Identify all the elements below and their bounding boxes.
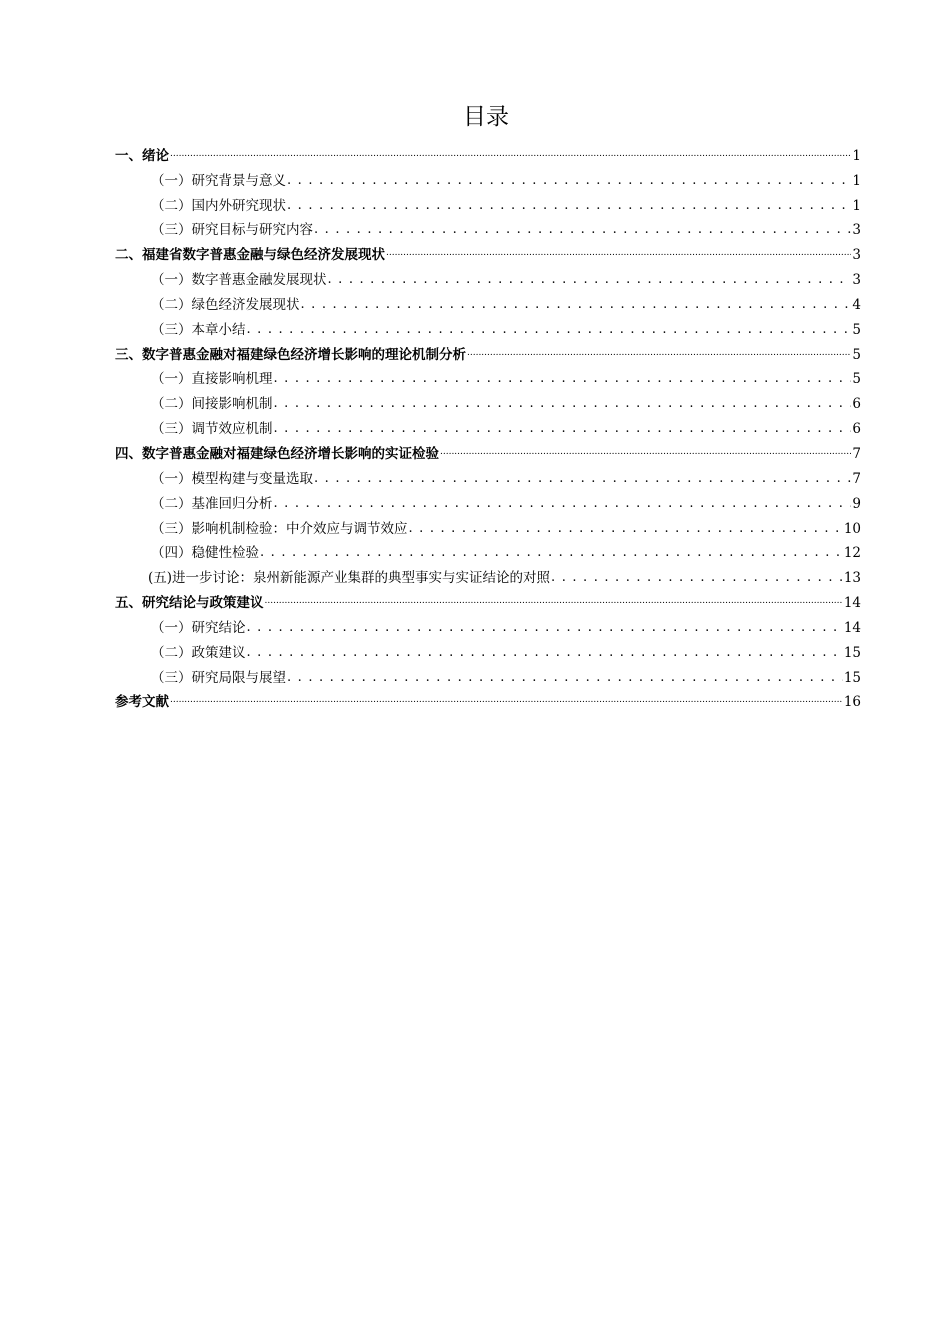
- toc-entry-label: （二）基准回归分析: [151, 495, 273, 512]
- toc-entry-label: 四、数字普惠金融对福建绿色经济增长影响的实证检验: [115, 445, 439, 462]
- toc-section-entry[interactable]: [115, 562, 861, 587]
- toc-page-number: 6: [852, 421, 861, 438]
- toc-section-entry[interactable]: [115, 513, 861, 538]
- toc-section-entry[interactable]: [115, 364, 861, 389]
- toc-page-number: 7: [852, 470, 861, 487]
- toc-entry-label: （一）数字普惠金融发展现状: [151, 272, 327, 289]
- toc-section-entry[interactable]: [115, 463, 861, 488]
- toc-entry-label: （一）研究背景与意义: [151, 172, 286, 189]
- toc-page-number: 4: [852, 296, 861, 313]
- toc-dot-leader: [287, 172, 851, 190]
- toc-entry-label: （一）模型构建与变量选取: [151, 470, 313, 487]
- toc-section-entry[interactable]: [115, 637, 861, 662]
- toc-entry-label: （三）研究目标与研究内容: [151, 222, 313, 239]
- toc-dot-leader: [551, 569, 843, 587]
- toc-dot-leader: [287, 197, 851, 215]
- toc-dot-leader: [328, 271, 852, 289]
- toc-dot-leader: [287, 669, 843, 687]
- toc-page-number: 3: [852, 272, 861, 289]
- toc-page-number: 3: [852, 222, 861, 239]
- toc-section-entry[interactable]: [115, 264, 861, 289]
- toc-entry-label: 一、绪论: [115, 147, 169, 164]
- toc-dot-leader: [314, 470, 851, 488]
- toc-page-number: 5: [852, 371, 861, 388]
- toc-section-entry[interactable]: [115, 538, 861, 563]
- toc-dot-leader: [274, 420, 852, 438]
- toc-entry-label: （二）间接影响机制: [151, 396, 273, 413]
- toc-page-number: 1: [852, 172, 861, 189]
- toc-entry-label: (五)进一步讨论：泉州新能源产业集群的典型事实与实证结论的对照: [148, 570, 551, 587]
- toc-entry-label: 二、福建省数字普惠金融与绿色经济发展现状: [115, 247, 385, 264]
- toc-page-number: 3: [852, 247, 861, 264]
- toc-dot-leader: [440, 445, 851, 463]
- toc-dot-leader: [274, 395, 852, 413]
- toc-section-entry[interactable]: [115, 662, 861, 687]
- toc-entry-label: （四）稳健性检验: [151, 545, 259, 562]
- toc-section-entry[interactable]: [115, 289, 861, 314]
- toc-page-number: 14: [843, 595, 861, 612]
- toc-page-number: 1: [852, 197, 861, 214]
- toc-dot-leader: [386, 246, 851, 264]
- toc-section-entry[interactable]: [115, 388, 861, 413]
- toc-entry-label: （三）研究局限与展望: [151, 669, 286, 686]
- toc-page-number: 16: [843, 694, 861, 711]
- toc-entry-label: （三）调节效应机制: [151, 421, 273, 438]
- toc-page-number: 13: [843, 570, 861, 587]
- toc-entry-label: （二）政策建议: [151, 644, 246, 661]
- toc-entry-label: 参考文献: [115, 694, 169, 711]
- toc-list: [115, 140, 861, 711]
- toc-chapter-entry[interactable]: [115, 339, 861, 364]
- toc-page-number: 1: [852, 147, 861, 164]
- toc-page-number: 10: [843, 520, 861, 537]
- toc-chapter-entry[interactable]: [115, 687, 861, 712]
- toc-page-number: 15: [843, 669, 861, 686]
- toc-section-entry[interactable]: [115, 190, 861, 215]
- toc-entry-label: （三）影响机制检验：中介效应与调节效应: [151, 520, 408, 537]
- toc-dot-leader: [247, 644, 843, 662]
- toc-dot-leader: [274, 370, 852, 388]
- toc-page-number: 5: [852, 346, 861, 363]
- toc-chapter-entry[interactable]: [115, 438, 861, 463]
- toc-dot-leader: [260, 544, 843, 562]
- toc-page-number: 7: [852, 445, 861, 462]
- toc-dot-leader: [170, 147, 851, 165]
- toc-section-entry[interactable]: [115, 413, 861, 438]
- toc-section-entry[interactable]: [115, 612, 861, 637]
- toc-entry-label: （二）国内外研究现状: [151, 197, 286, 214]
- toc-page-number: 15: [843, 644, 861, 661]
- toc-entry-label: （二）绿色经济发展现状: [151, 296, 300, 313]
- toc-section-entry[interactable]: [115, 314, 861, 339]
- toc-dot-leader: [247, 619, 843, 637]
- toc-chapter-entry[interactable]: [115, 587, 861, 612]
- toc-entry-label: （一）直接影响机理: [151, 371, 273, 388]
- toc-dot-leader: [274, 495, 852, 513]
- toc-entry-label: 三、数字普惠金融对福建绿色经济增长影响的理论机制分析: [115, 346, 466, 363]
- toc-chapter-entry[interactable]: [115, 239, 861, 264]
- toc-page-number: 14: [843, 619, 861, 636]
- toc-dot-leader: [467, 346, 851, 364]
- toc-section-entry[interactable]: [115, 488, 861, 513]
- toc-page-number: 9: [852, 495, 861, 512]
- toc-page-number: 6: [852, 396, 861, 413]
- toc-dot-leader: [409, 520, 843, 538]
- toc-section-entry[interactable]: [115, 165, 861, 190]
- toc-dot-leader: [247, 321, 852, 339]
- toc-dot-leader: [301, 296, 852, 314]
- toc-dot-leader: [170, 693, 843, 711]
- toc-section-entry[interactable]: [115, 215, 861, 240]
- toc-page-number: 5: [852, 321, 861, 338]
- toc-title: 目录: [463, 104, 509, 130]
- toc-entry-label: （一）研究结论: [151, 619, 246, 636]
- toc-chapter-entry[interactable]: [115, 140, 861, 165]
- toc-dot-leader: [314, 221, 851, 239]
- toc-dot-leader: [265, 594, 843, 612]
- toc-page-number: 12: [843, 545, 861, 562]
- toc-entry-label: 五、研究结论与政策建议: [115, 595, 264, 612]
- toc-entry-label: （三）本章小结: [151, 321, 246, 338]
